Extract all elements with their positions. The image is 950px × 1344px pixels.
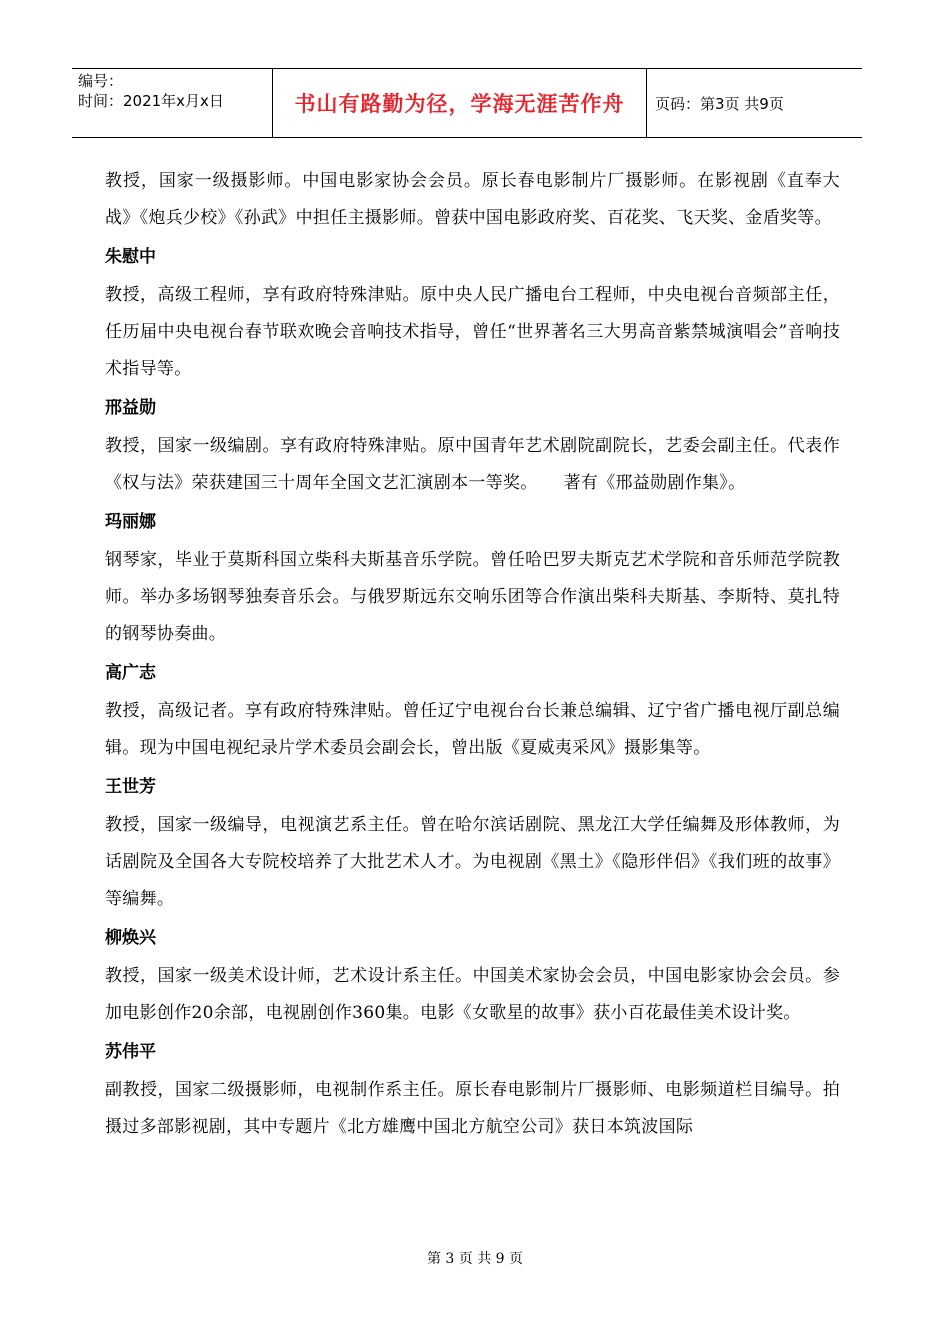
person-name: 王世芳 bbox=[105, 777, 156, 797]
person-name: 高广志 bbox=[105, 663, 156, 683]
person-bio: 教授，国家一级编剧。享有政府特殊津贴。原中国青年艺术剧院副院长，艺委会副主任。代表作《权与法》荣获建国三十周年全国文艺汇演剧本一等奖。 著有《邢益勋剧作集》。 bbox=[105, 436, 840, 493]
document-number-label: 编号： bbox=[78, 72, 124, 90]
person-bio: 教授，国家一级编导，电视演艺系主任。曾在哈尔滨话剧院、黑龙江大学任编舞及形体教师，为话剧院及全国各大专院校培养了大批艺术人才。为电视剧《黑土》《隐形伴侣》《我们班的故事》等编舞。 bbox=[105, 815, 840, 909]
person-name: 玛丽娜 bbox=[105, 512, 156, 532]
person-entry bbox=[105, 1032, 840, 1146]
document-body bbox=[105, 163, 840, 1146]
person-entry bbox=[105, 653, 840, 767]
header-motto: 书山有路勤为径，学海无涯苦作舟 bbox=[294, 92, 625, 116]
header-page-info: 页码：第3页 共9页 bbox=[655, 94, 784, 113]
header-motto-cell bbox=[272, 69, 647, 137]
person-bio: 教授，高级记者。享有政府特殊津贴。曾任辽宁电视台台长兼总编辑、辽宁省广播电视厅副总编辑。现为中国电视纪录片学术委员会副会长，曾出版《夏威夷采风》摄影集等。 bbox=[105, 701, 840, 758]
person-bio: 钢琴家，毕业于莫斯科国立柴科夫斯基音乐学院。曾任哈巴罗夫斯克艺术学院和音乐师范学院教师。举办多场钢琴独奏音乐会。与俄罗斯远东交响乐团等合作演出柴科夫斯基、李斯特、莫扎特的钢琴协奏曲。 bbox=[105, 550, 840, 644]
intro-bio: 教授，国家一级摄影师。中国电影家协会会员。原长春电影制片厂摄影师。在影视剧《直奉大战》《炮兵少校》《孙武》中担任主摄影师。曾获中国电影政府奖、百花奖、飞天奖、金盾奖等。 bbox=[105, 171, 840, 228]
person-entry bbox=[105, 502, 840, 653]
person-bio: 教授，国家一级美术设计师，艺术设计系主任。中国美术家协会会员，中国电影家协会会员。参加电影创作20余部，电视剧创作360集。电影《女歌星的故事》获小百花最佳美术设计奖。 bbox=[105, 966, 840, 1023]
person-entry bbox=[105, 237, 840, 388]
person-entry bbox=[105, 767, 840, 918]
person-name: 邢益勋 bbox=[105, 398, 156, 418]
person-bio: 教授，高级工程师，享有政府特殊津贴。原中央人民广播电台工程师，中央电视台音频部主任，任历届中央电视台春节联欢晚会音响技术指导，曾任“世界著名三大男高音紫禁城演唱会”音响技术指导等。 bbox=[105, 285, 840, 379]
page-footer: 第 3 页 共 9 页 bbox=[426, 1251, 524, 1267]
person-entry bbox=[105, 388, 840, 502]
person-name: 苏伟平 bbox=[105, 1042, 156, 1062]
person-entry bbox=[105, 918, 840, 1032]
document-header bbox=[72, 68, 862, 138]
document-time-label: 时间：2021年x月x日 bbox=[78, 92, 224, 110]
person-bio: 副教授，国家二级摄影师，电视制作系主任。原长春电影制片厂摄影师、电影频道栏目编导。拍摄过多部影视剧，其中专题片《北方雄鹰中国北方航空公司》获日本筑波国际 bbox=[105, 1080, 840, 1137]
header-meta bbox=[72, 69, 272, 137]
person-name: 朱慰中 bbox=[105, 247, 156, 267]
person-name: 柳焕兴 bbox=[105, 928, 156, 948]
